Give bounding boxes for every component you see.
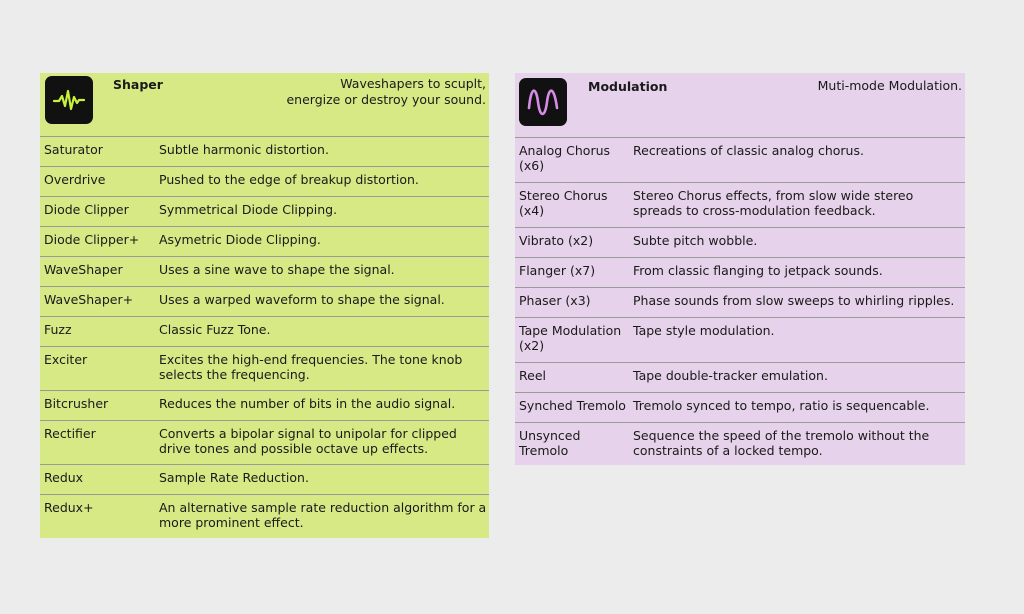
list-item: WaveShaper+ Uses a warped waveform to shape the signal. [40,287,489,317]
list-item: Phaser (x3) Phase sounds from slow sweeps to whirling ripples. [515,288,965,318]
modulation-list [515,137,965,468]
list-item: Diode Clipper Symmetrical Diode Clipping. [40,197,489,227]
list-item: Vibrato (x2) Subte pitch wobble. [515,228,965,258]
list-item: WaveShaper Uses a sine wave to shape the signal. [40,257,489,287]
list-item: Reel Tape double-tracker emulation. [515,363,965,393]
shaper-list [40,136,489,539]
list-item: Saturator Subtle harmonic distortion. [40,137,489,167]
list-item: Rectifier Converts a bipolar signal to unipolar for clipped drive tones and possible octave up effects. [40,421,489,465]
list-item: Redux+ An alternative sample rate reduction algorithm for a more prominent effect. [44,500,487,530]
list-item: Overdrive Pushed to the edge of breakup distortion. [40,167,489,197]
modulation-description: Muti-mode Modulation. [817,78,962,93]
shaper-title: Shaper [113,77,163,92]
list-item: Flanger (x7) From classic flanging to jetpack sounds. [515,258,965,288]
waveform-icon [45,76,93,124]
shaper-panel [40,73,489,538]
list-item: Analog Chorus (x6) Recreations of classic analog chorus. [515,138,965,183]
list-item: Fuzz Classic Fuzz Tone. [40,317,489,347]
list-item: Unsynced Tremolo Sequence the speed of the tremolo without the constraints of a locked tempo. [519,428,930,458]
list-item: Bitcrusher Reduces the number of bits in the audio signal. [40,391,489,421]
modulation-panel [515,73,965,465]
modulation-header [515,73,965,136]
list-item: Tape Modulation (x2) Tape style modulation. [515,318,965,363]
list-item: Exciter Excites the high-end frequencies. The tone knob selects the frequencing. [40,347,489,391]
sine-wave-icon [519,78,567,126]
list-item: Diode Clipper+ Asymetric Diode Clipping. [40,227,489,257]
list-item: Redux Sample Rate Reduction. [40,465,489,495]
shaper-header [40,73,489,136]
shaper-description: Waveshapers to scuplt, energize or destroy your sound. [286,76,486,107]
list-item: Stereo Chorus (x4) Stereo Chorus effects, from slow wide stereo spreads to cross-modulation feedback. [515,183,965,228]
modulation-title: Modulation [588,79,668,94]
list-item: Synched Tremolo Tremolo synced to tempo, ratio is sequencable. [515,393,965,423]
